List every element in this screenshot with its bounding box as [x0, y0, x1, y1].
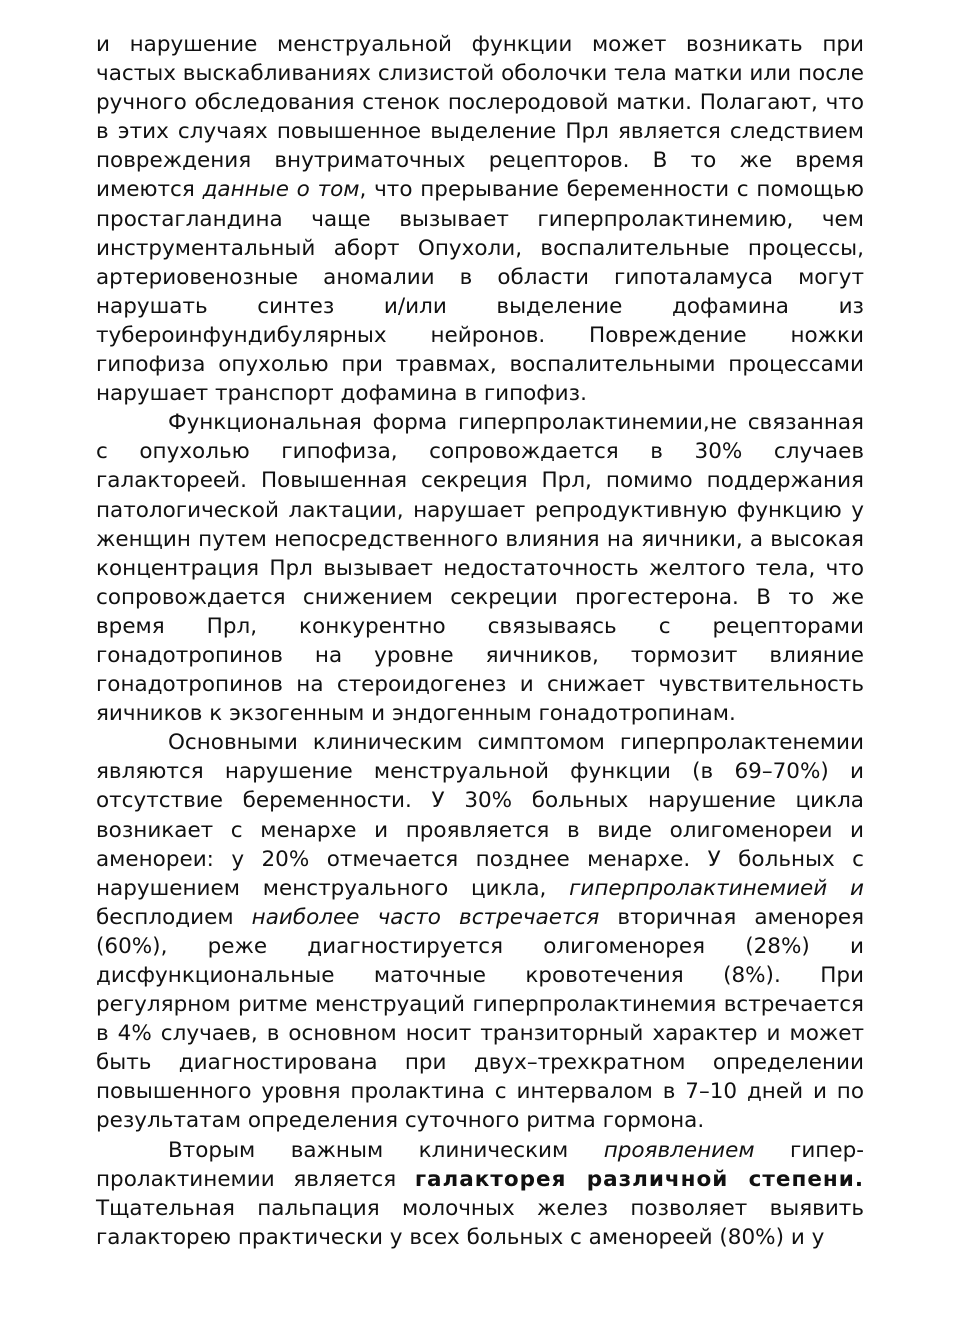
italic-phrase: данные о том	[202, 177, 360, 203]
document-page	[96, 30, 864, 1252]
text-run: гипер-пролактинемии является	[96, 1137, 864, 1192]
italic-phrase: наиболее часто встречается	[251, 904, 600, 930]
text-run: бесплодием	[96, 904, 252, 930]
text-run: Функциональная форма гиперпролактинемии,не связанная с опухолью гипофиза, сопровождается в 30% случаев галактореей. Повышенная секреция Прл, помимо поддержания патологической лактации, нарушает репродуктивную функцию у женщин путем непосредственного влияния на яичники, а высокая концентрация Прл вызывает недостаточность желтого тела, что сопровождается снижением секреции прогестерона. В то же время Прл, конкурентно связываясь с рецепторами гонадотропинов на уровне яичников, тормозит влияние гонадотропинов на стероидогенез и снижает чувствительность яичников к экзогенным и эндогенным гонадотропинам.	[96, 410, 864, 727]
italic-phrase: гиперпролактинемией и	[569, 875, 864, 901]
body-paragraph	[96, 30, 864, 408]
text-run: Вторым важным клиническим	[168, 1137, 604, 1163]
text-run: и нарушение менструальной функции может возникать при частых выскабливаниях слизистой оболочки тела матки или после ручного обследования стенок послеродовой матки. Полагают, что в этих случаях повышенное выделение Прл является следствием повреждения внутриматочных рецепторов. В то же время имеются	[96, 32, 864, 203]
text-run: Тщательная пальпация молочных желез позволяет выявить галакторею практически у всех больных с аменореей (80%) и у	[96, 1195, 864, 1250]
text-run: , что прерывание беременности с помощью простагландина чаще вызывает гиперпролактинемию, чем инструментальный аборт Опухоли, воспалительные процессы, артериовенозные аномалии в области гипоталамуса могут нарушать синтез и/или выделение дофамина из тубероинфундибулярных нейронов. Повреждение ножки гипофиза опухолью при травмах, воспалительными процессами нарушает транспорт дофамина в гипофиз.	[96, 177, 864, 407]
text-run: вторичная аменорея (60%), реже диагностируется олигоменорея (28%) и дисфункциональные маточные кровотечения (8%). При регулярном ритме менструаций гиперпролактинемия встречается в 4% случаев, в основном носит транзиторный характер и может быть диагностирована при двух–трехкратном определении повышенного уровня пролактина с интервалом в 7–10 дней и по результатам определения суточного ритма гормона.	[96, 904, 865, 1134]
body-paragraph	[96, 408, 864, 728]
italic-phrase: проявлением	[603, 1137, 755, 1163]
body-paragraph	[96, 1136, 864, 1252]
text-run: Основными клиническим симптомом гиперпролактенемии являются нарушение менструальной функции (в 69–70%) и отсутствие беременности. У 30% больных нарушение цикла возникает с менархе и проявляется в виде олигоменореи и аменореи: у 20% отмечается позднее менархе. У больных с нарушением менструального цикла,	[96, 730, 864, 901]
body-paragraph	[96, 728, 864, 1135]
bold-phrase: галакторея различной степени.	[414, 1166, 864, 1192]
